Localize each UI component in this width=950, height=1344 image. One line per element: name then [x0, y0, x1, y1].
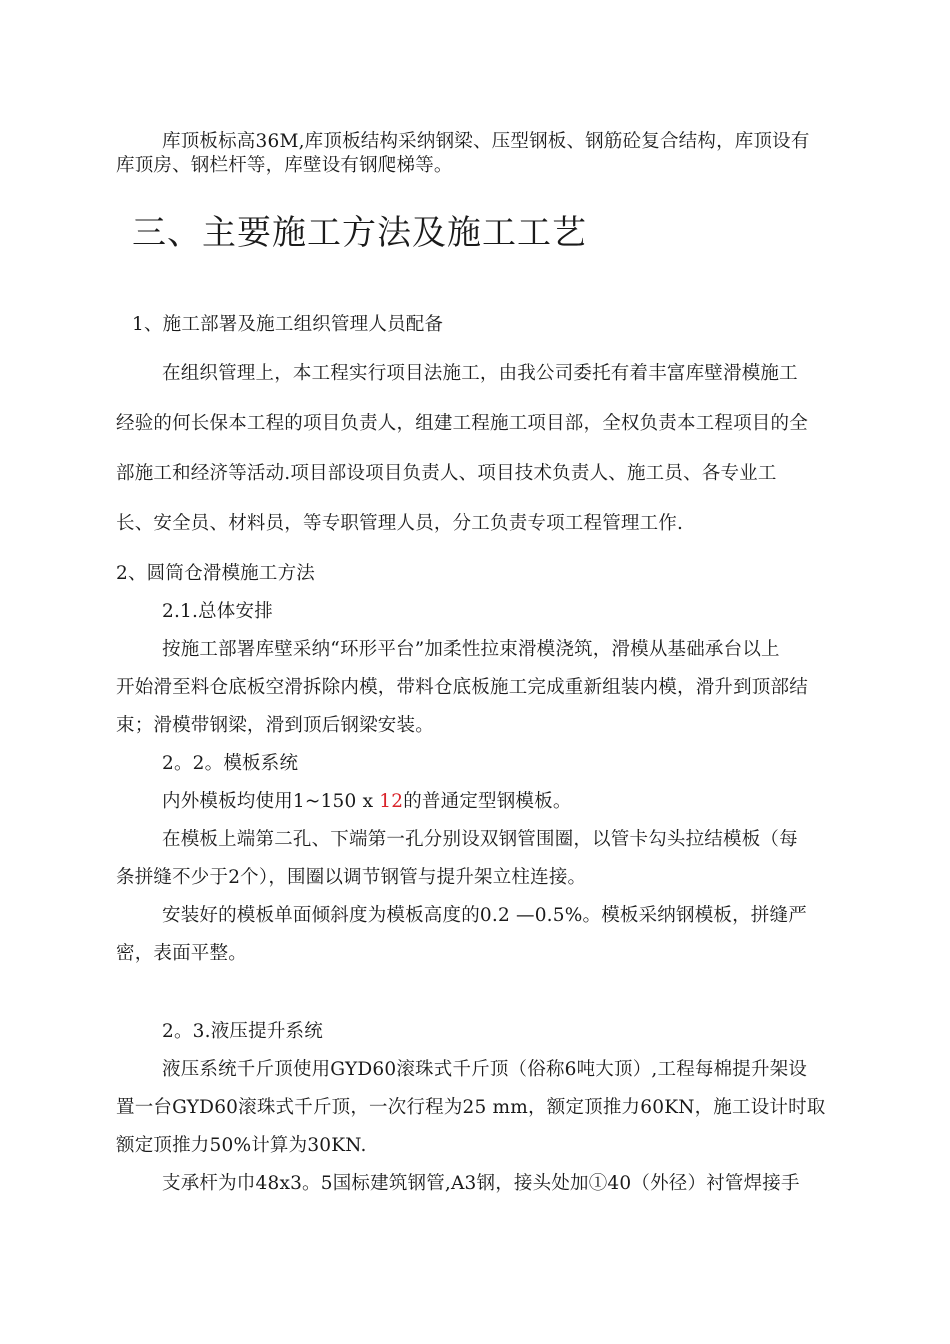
intro-line-1: 库顶板标高36M,库顶板结构采纳钢梁、压型钢板、钢筋砼复合结构，库顶设有	[162, 131, 810, 152]
sec22-line-1-text-a: 内外模板均使用1~150 x	[162, 791, 380, 812]
sec22-line-4: 安装好的模板单面倾斜度为模板高度的0.2 —0.5%。模板采纳钢模板，拼缝严	[162, 905, 807, 926]
subsection-2-1-title: 2.1.总体安排	[162, 601, 273, 622]
sec21-line-1: 按施工部署库壁采纳“环形平台”加柔性拉束滑模浇筑，滑模从基础承台以上	[162, 639, 780, 660]
sec21-line-3: 束；滑模带钢梁，滑到顶后钢梁安装。	[116, 715, 434, 736]
sec22-line-5: 密，表面平整。	[116, 943, 247, 964]
subsection-1-title: 1、施工部署及施工组织管理人员配备	[132, 314, 444, 335]
sec22-line-1-text-b: 的普通定型钢模板。	[403, 791, 572, 812]
sec1-paragraph-line-2: 经验的何长保本工程的项目负责人，组建工程施工项目部，全权负责本工程项目的全	[116, 413, 808, 434]
sec23-line-3: 额定顶推力50%计算为30KN.	[116, 1135, 367, 1156]
sec1-paragraph-line-1: 在组织管理上，本工程实行项目法施工，由我公司委托有着丰富库壁滑模施工	[162, 363, 798, 384]
sec1-paragraph-line-3: 部施工和经济等活动.项目部设项目负责人、项目技术负责人、施工员、各专业工	[116, 463, 777, 484]
subsection-2-title: 2、圆筒仓滑模施工方法	[116, 563, 315, 584]
sec22-line-2: 在模板上端第二孔、下端第一孔分别设双钢管围圈，以管卡勾头拉结模板（每	[162, 829, 798, 850]
sec1-paragraph-line-4: 长、安全员、材料员，等专职管理人员，分工负责专项工程管理工作.	[116, 513, 684, 534]
sec22-line-1	[162, 790, 572, 814]
section-heading: 三、主要施工方法及施工工艺	[132, 213, 587, 253]
subsection-2-3-title: 2。3.液压提升系统	[162, 1021, 323, 1042]
sec23-line-1: 液压系统千斤顶使用GYD60滚珠式千斤顶（俗称6吨大顶）,工程每棉提升架设	[162, 1059, 808, 1080]
subsection-2-2-title: 2。2。模板系统	[162, 753, 299, 774]
sec22-highlighted-number: 12	[379, 791, 404, 812]
sec23-line-2: 置一台GYD60滚珠式千斤顶，一次行程为25 mm，额定顶推力60KN，施工设计时取	[116, 1097, 826, 1118]
sec23-line-4: 支承杆为巾48x3。5国标建筑钢管,A3钢，接头处加①40（外径）衬管焊接手	[162, 1173, 800, 1194]
intro-line-2: 库顶房、钢栏杆等，库壁设有钢爬梯等。	[116, 155, 453, 176]
sec22-line-3: 条拼缝不少于2个），围圈以调节钢管与提升架立柱连接。	[116, 867, 587, 888]
sec21-line-2: 开始滑至料仓底板空滑拆除内模，带料仓底板施工完成重新组装内模，滑升到顶部结	[116, 677, 808, 698]
